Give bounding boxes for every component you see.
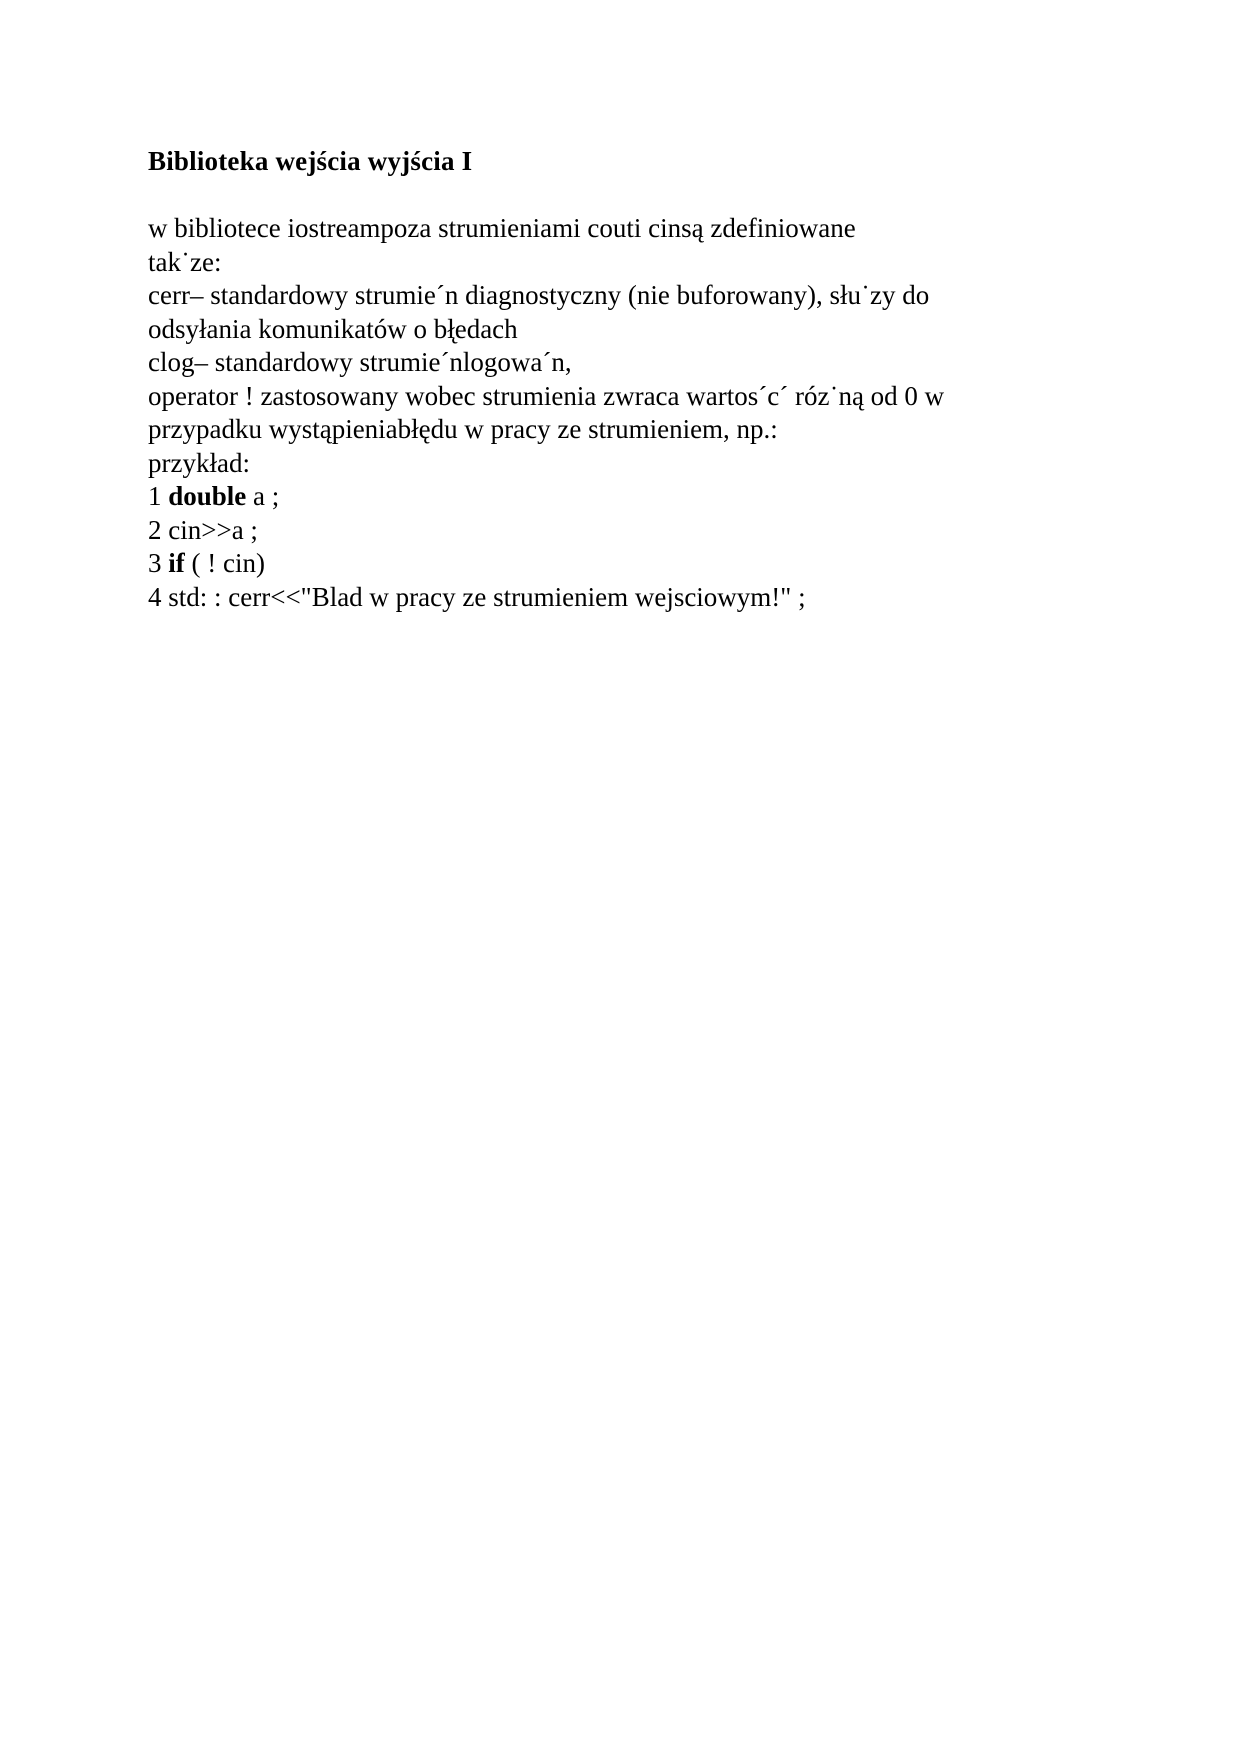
code-line-number: 1 [148, 481, 162, 511]
text-line-example-label: przykład: [148, 447, 250, 478]
text-line-intro: w bibliotece iostreampoza strumieniami couti cinsą zdefiniowane [148, 213, 856, 243]
code-keyword: double [168, 481, 247, 511]
code-line-number: 2 [148, 514, 162, 545]
code-line [148, 547, 1108, 581]
text-line-operator-cont: przypadku wystąpieniabłędu w pracy ze strumieniem, np.: [148, 414, 778, 444]
code-line [148, 514, 1108, 548]
code-text: std: : cerr<<"Blad w pracy ze strumieniem wejsciowym!" ; [161, 581, 806, 612]
document-body [148, 212, 1108, 614]
code-line [148, 480, 1108, 514]
code-text: a ; [246, 481, 280, 511]
text-line-takze: tak˙ze: [148, 246, 222, 277]
code-text: cin>>a ; [161, 514, 258, 545]
code-line-number: 3 [148, 548, 162, 578]
code-text: ( ! cin) [184, 548, 265, 578]
text-line-clog: clog– standardowy strumie´nlogowa´n, [148, 347, 572, 377]
text-line-cerr: cerr– standardowy strumie´n diagnostyczny (nie buforowany), słu˙zy do [148, 280, 930, 310]
code-line-number: 4 [148, 581, 162, 612]
code-keyword: if [168, 548, 185, 578]
text-line-operator: operator ! zastosowany wobec strumienia zwraca wartos´c´ róz˙ną od 0 w [148, 380, 945, 411]
document-title: Biblioteka wejścia wyjścia I [148, 146, 473, 176]
text-line-cerr-cont: odsyłania komunikatów o bł̨edach [148, 313, 518, 344]
code-line [148, 581, 1108, 615]
